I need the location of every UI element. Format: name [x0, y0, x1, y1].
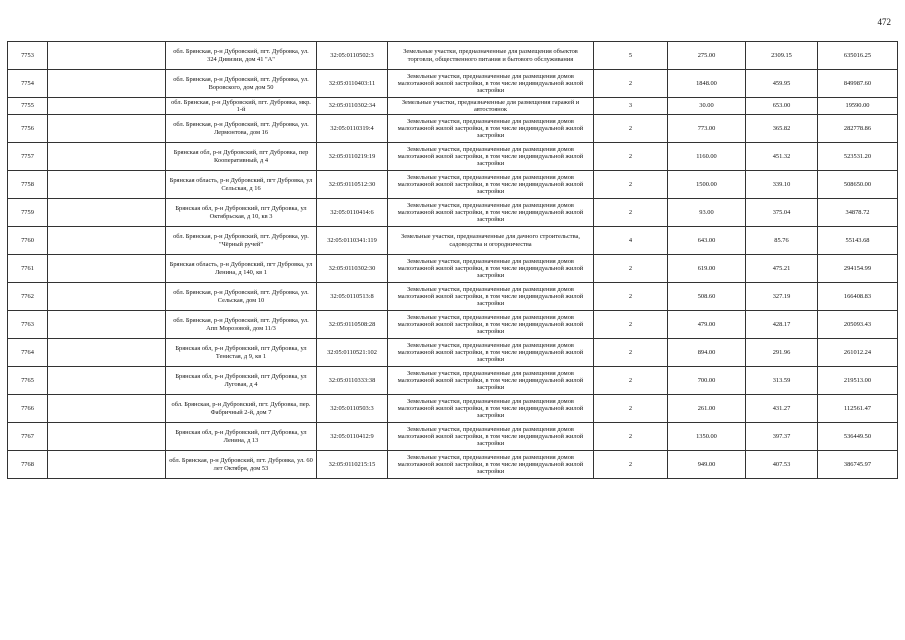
area-cell: 1160.00: [668, 143, 746, 171]
cadastral-number-cell: 32:05:0110302:30: [317, 255, 388, 283]
area-cell: 949.00: [668, 451, 746, 479]
empty-cell: [48, 171, 166, 199]
category-cell: 2: [594, 199, 668, 227]
category-cell: 2: [594, 283, 668, 311]
address-cell: обл. Брянская, р-н Дубровский, пгт. Дубровка, пер. Фабричный 2-й, дом 7: [166, 395, 317, 423]
area-cell: 1848.00: [668, 70, 746, 98]
category-cell: 4: [594, 227, 668, 255]
cadastral-number-cell: 32:05:0110215:15: [317, 451, 388, 479]
row-number-cell: 7766: [8, 395, 48, 423]
address-cell: обл. Брянская, р-н Дубровский, пгт. Дубровка, ул. 60 лет Октября, дом 53: [166, 451, 317, 479]
table-row: [8, 143, 898, 171]
category-cell: 2: [594, 311, 668, 339]
price-per-sqm-cell: 653.00: [746, 98, 818, 115]
category-cell: 2: [594, 395, 668, 423]
cadastral-value-cell: 536449.50: [818, 423, 898, 451]
cadastral-number-cell: 32:05:0110508:28: [317, 311, 388, 339]
empty-cell: [48, 451, 166, 479]
cadastral-value-cell: 34878.72: [818, 199, 898, 227]
table-row: [8, 171, 898, 199]
price-per-sqm-cell: 475.21: [746, 255, 818, 283]
empty-cell: [48, 98, 166, 115]
empty-cell: [48, 42, 166, 70]
category-cell: 2: [594, 423, 668, 451]
table-row: [8, 255, 898, 283]
category-cell: 2: [594, 115, 668, 143]
table-row: [8, 70, 898, 98]
page-number: 472: [877, 17, 891, 27]
price-per-sqm-cell: 375.04: [746, 199, 818, 227]
land-use-cell: Земельные участки, предназначенные для размещения домов малоэтажной жилой застройки, в том числе индивидуальной жилой застройки: [388, 199, 594, 227]
row-number-cell: 7767: [8, 423, 48, 451]
cadastral-value-cell: 261012.24: [818, 339, 898, 367]
category-cell: 2: [594, 339, 668, 367]
land-use-cell: Земельные участки, предназначенные для размещения домов малоэтажной жилой застройки, в том числе индивидуальной жилой застройки: [388, 171, 594, 199]
empty-cell: [48, 115, 166, 143]
address-cell: Брянская обл, р-н Дубровский, пгт Дубровка, пер Кооперативный, д 4: [166, 143, 317, 171]
land-use-cell: Земельные участки, предназначенные для размещения домов малоэтажной жилой застройки, в том числе индивидуальной жилой застройки: [388, 395, 594, 423]
land-use-cell: Земельные участки, предназначенные для размещения домов малоэтажной жилой застройки, в том числе индивидуальной жилой застройки: [388, 143, 594, 171]
price-per-sqm-cell: 459.95: [746, 70, 818, 98]
table-row: [8, 339, 898, 367]
row-number-cell: 7759: [8, 199, 48, 227]
address-cell: Брянская обл, р-н Дубровский, пгт Дубровка, ул Ленина, д 13: [166, 423, 317, 451]
cadastral-value-cell: 282778.86: [818, 115, 898, 143]
price-per-sqm-cell: 407.53: [746, 451, 818, 479]
cadastral-value-cell: 166408.83: [818, 283, 898, 311]
row-number-cell: 7761: [8, 255, 48, 283]
empty-cell: [48, 339, 166, 367]
empty-cell: [48, 143, 166, 171]
cadastral-number-cell: 32:05:0110513:8: [317, 283, 388, 311]
category-cell: 2: [594, 70, 668, 98]
price-per-sqm-cell: 313.59: [746, 367, 818, 395]
address-cell: Брянская обл, р-н Дубровский, пгт Дубровка, ул Луговая, д 4: [166, 367, 317, 395]
price-per-sqm-cell: 2309.15: [746, 42, 818, 70]
address-cell: обл. Брянская, р-н Дубровский, пгт. Дубровка, ул. 324 Дивизии, дом 41 "А": [166, 42, 317, 70]
cadastral-number-cell: 32:05:0110341:119: [317, 227, 388, 255]
land-use-cell: Земельные участки, предназначенные для дачного строительства, садоводства и огородничества: [388, 227, 594, 255]
area-cell: 643.00: [668, 227, 746, 255]
cadastral-value-cell: 294154.99: [818, 255, 898, 283]
land-use-cell: Земельные участки, предназначенные для размещения гаражей и автостоянок: [388, 98, 594, 115]
land-registry-table: [7, 41, 898, 479]
address-cell: Брянская область, р-н Дубровский, пгт Дубровка, ул Ленина, д 140, кв 1: [166, 255, 317, 283]
table-row: [8, 115, 898, 143]
address-cell: обл. Брянская, р-н Дубровский, пгт. Дубровка, ул. Сельская, дом 10: [166, 283, 317, 311]
price-per-sqm-cell: 428.17: [746, 311, 818, 339]
cadastral-number-cell: 32:05:0110521:102: [317, 339, 388, 367]
row-number-cell: 7755: [8, 98, 48, 115]
row-number-cell: 7765: [8, 367, 48, 395]
row-number-cell: 7756: [8, 115, 48, 143]
area-cell: 1500.00: [668, 171, 746, 199]
address-cell: Брянская область, р-н Дубровский, пгт Дубровка, ул Сельская, д 16: [166, 171, 317, 199]
empty-cell: [48, 283, 166, 311]
empty-cell: [48, 199, 166, 227]
table-row: [8, 283, 898, 311]
empty-cell: [48, 227, 166, 255]
land-use-cell: Земельные участки, предназначенные для размещения объектов торговли, общественного питания и бытового обслуживания: [388, 42, 594, 70]
price-per-sqm-cell: 291.96: [746, 339, 818, 367]
land-use-cell: Земельные участки, предназначенные для размещения домов малоэтажной жилой застройки, в том числе индивидуальной жилой застройки: [388, 367, 594, 395]
table-row: [8, 98, 898, 115]
empty-cell: [48, 255, 166, 283]
cadastral-number-cell: 32:05:0110333:38: [317, 367, 388, 395]
cadastral-number-cell: 32:05:0110319:4: [317, 115, 388, 143]
address-cell: Брянская обл, р-н Дубровский, пгт Дубровка, ул Тенистая, д 9, кв 1: [166, 339, 317, 367]
category-cell: 2: [594, 451, 668, 479]
empty-cell: [48, 70, 166, 98]
table-row: [8, 227, 898, 255]
table-body: [8, 42, 898, 479]
land-use-cell: Земельные участки, предназначенные для размещения домов малоэтажной жилой застройки, в том числе индивидуальной жилой застройки: [388, 339, 594, 367]
empty-cell: [48, 423, 166, 451]
land-use-cell: Земельные участки, предназначенные для размещения домов малоэтажной жилой застройки, в том числе индивидуальной жилой застройки: [388, 283, 594, 311]
land-use-cell: Земельные участки, предназначенные для размещения домов малоэтажной жилой застройки, в том числе индивидуальной жилой застройки: [388, 255, 594, 283]
cadastral-value-cell: 112561.47: [818, 395, 898, 423]
land-use-cell: Земельные участки, предназначенные для размещения домов малоэтажной жилой застройки, в том числе индивидуальной жилой застройки: [388, 115, 594, 143]
row-number-cell: 7762: [8, 283, 48, 311]
table-row: [8, 423, 898, 451]
area-cell: 773.00: [668, 115, 746, 143]
address-cell: обл. Брянская, р-н Дубровский, пгт. Дубровка, мкр. 1-й: [166, 98, 317, 115]
address-cell: обл. Брянская, р-н Дубровский, пгт. Дубровка, ур. "Чёрный ручей": [166, 227, 317, 255]
cadastral-value-cell: 386745.97: [818, 451, 898, 479]
table-row: [8, 311, 898, 339]
price-per-sqm-cell: 431.27: [746, 395, 818, 423]
area-cell: 261.00: [668, 395, 746, 423]
area-cell: 894.00: [668, 339, 746, 367]
row-number-cell: 7754: [8, 70, 48, 98]
area-cell: 93.00: [668, 199, 746, 227]
land-use-cell: Земельные участки, предназначенные для размещения домов малоэтажной жилой застройки, в том числе индивидуальной жилой застройки: [388, 70, 594, 98]
cadastral-value-cell: 508650.00: [818, 171, 898, 199]
category-cell: 2: [594, 171, 668, 199]
row-number-cell: 7763: [8, 311, 48, 339]
address-cell: Брянская обл, р-н Дубровский, пгт Дубровка, ул Октябрьская, д 10, кв 3: [166, 199, 317, 227]
land-use-cell: Земельные участки, предназначенные для размещения домов малоэтажной жилой застройки, в том числе индивидуальной жилой застройки: [388, 423, 594, 451]
area-cell: 479.00: [668, 311, 746, 339]
table-row: [8, 367, 898, 395]
area-cell: 1350.00: [668, 423, 746, 451]
area-cell: 508.60: [668, 283, 746, 311]
row-number-cell: 7758: [8, 171, 48, 199]
empty-cell: [48, 367, 166, 395]
area-cell: 30.00: [668, 98, 746, 115]
row-number-cell: 7768: [8, 451, 48, 479]
cadastral-value-cell: 55143.68: [818, 227, 898, 255]
cadastral-number-cell: 32:05:0110219:19: [317, 143, 388, 171]
address-cell: обл. Брянская, р-н Дубровский, пгт. Дубровка, ул. Апп Морозовой, дом 11/3: [166, 311, 317, 339]
cadastral-value-cell: 523531.20: [818, 143, 898, 171]
cadastral-number-cell: 32:05:0110503:3: [317, 395, 388, 423]
table-row: [8, 395, 898, 423]
cadastral-value-cell: 19590.00: [818, 98, 898, 115]
category-cell: 2: [594, 255, 668, 283]
row-number-cell: 7760: [8, 227, 48, 255]
address-cell: обл. Брянская, р-н Дубровский, пгт. Дубровка, ул. Воровского, дом дом 50: [166, 70, 317, 98]
row-number-cell: 7764: [8, 339, 48, 367]
row-number-cell: 7757: [8, 143, 48, 171]
table-row: [8, 42, 898, 70]
empty-cell: [48, 395, 166, 423]
cadastral-number-cell: 32:05:0110403:11: [317, 70, 388, 98]
category-cell: 2: [594, 367, 668, 395]
price-per-sqm-cell: 451.32: [746, 143, 818, 171]
table-row: [8, 199, 898, 227]
row-number-cell: 7753: [8, 42, 48, 70]
category-cell: 3: [594, 98, 668, 115]
price-per-sqm-cell: 397.37: [746, 423, 818, 451]
empty-cell: [48, 311, 166, 339]
cadastral-number-cell: 32:05:0110512:30: [317, 171, 388, 199]
category-cell: 5: [594, 42, 668, 70]
category-cell: 2: [594, 143, 668, 171]
cadastral-value-cell: 849987.60: [818, 70, 898, 98]
address-cell: обл. Брянская, р-н Дубровский, пгт. Дубровка, ул. Лермонтова, дом 16: [166, 115, 317, 143]
price-per-sqm-cell: 85.76: [746, 227, 818, 255]
area-cell: 700.00: [668, 367, 746, 395]
price-per-sqm-cell: 327.19: [746, 283, 818, 311]
cadastral-number-cell: 32:05:0110502:3: [317, 42, 388, 70]
cadastral-value-cell: 635016.25: [818, 42, 898, 70]
land-use-cell: Земельные участки, предназначенные для размещения домов малоэтажной жилой застройки, в том числе индивидуальной жилой застройки: [388, 311, 594, 339]
cadastral-number-cell: 32:05:0110302:34: [317, 98, 388, 115]
cadastral-value-cell: 219513.00: [818, 367, 898, 395]
cadastral-value-cell: 205093.43: [818, 311, 898, 339]
land-use-cell: Земельные участки, предназначенные для размещения домов малоэтажной жилой застройки, в том числе индивидуальной жилой застройки: [388, 451, 594, 479]
price-per-sqm-cell: 339.10: [746, 171, 818, 199]
area-cell: 275.00: [668, 42, 746, 70]
cadastral-number-cell: 32:05:0110414:6: [317, 199, 388, 227]
cadastral-number-cell: 32:05:0110412:9: [317, 423, 388, 451]
area-cell: 619.00: [668, 255, 746, 283]
price-per-sqm-cell: 365.82: [746, 115, 818, 143]
table-row: [8, 451, 898, 479]
